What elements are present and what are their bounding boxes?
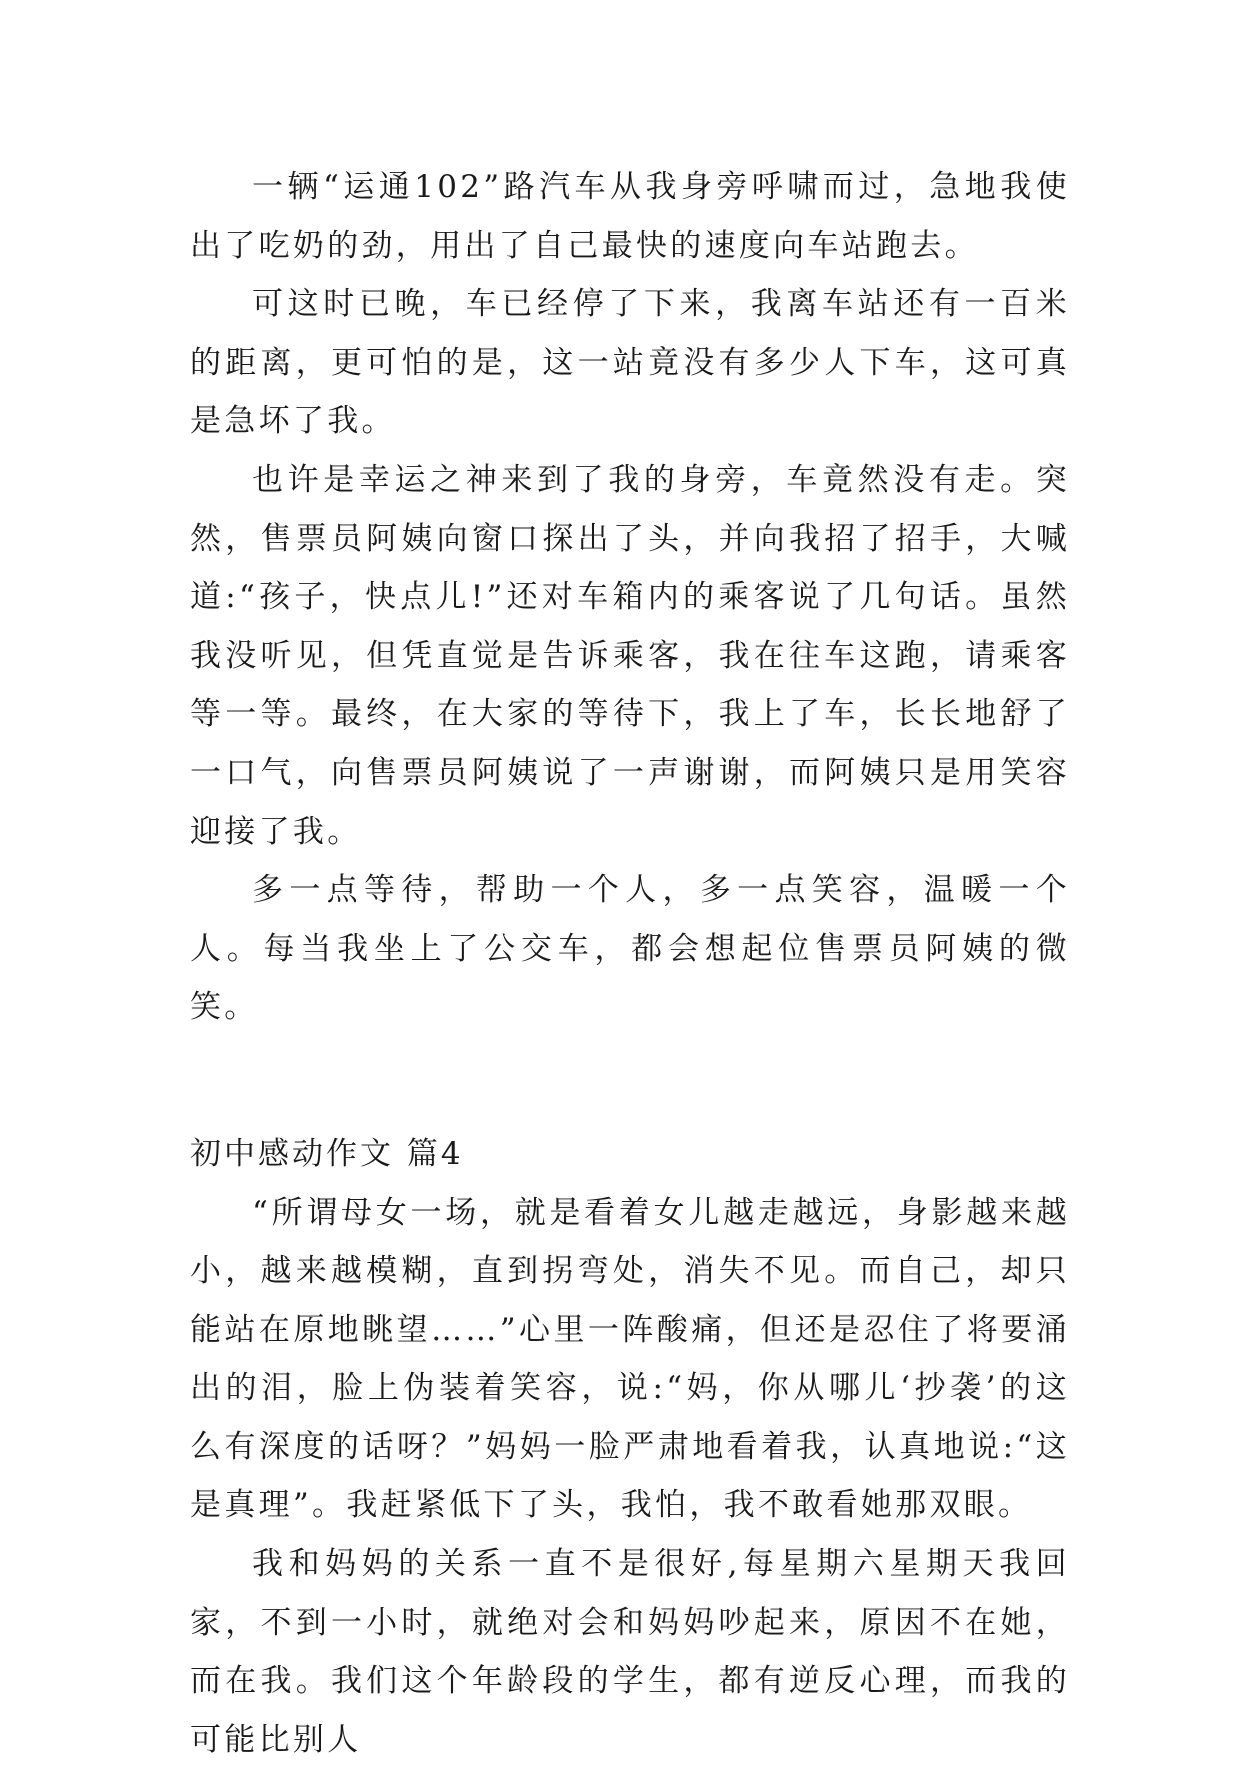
paragraph-mother-quote: “所谓母女一场，就是看着女儿越走越远，身影越来越小，越来越模糊，直到拐弯处，消失不见。而自己，却只能站在原地眺望……”心里一阵酸痛，但还是忍住了将要涌出的泪，脸上伪装着笑容，说:“妈，你从哪儿‘抄袭’的这么有深度的话呀？”妈妈一脸严肃地看着我，认真地说:“这是真理”。我赶紧低下了头，我怕，我不敢看她那双眼。 [190, 1194, 1070, 1524]
paragraph-bus-stopped: 可这时已晚，车已经停了下来，我离车站还有一百米的距离，更可怕的是，这一站竟没有多少人下车，这可真是急坏了我。 [190, 286, 1070, 440]
document-body [190, 158, 1070, 1769]
paragraph-relationship: 我和妈妈的关系一直不是很好,每星期六星期天我回家，不到一小时，就绝对会和妈妈吵起来，原因不在她，而在我。我们这个年龄段的学生，都有逆反心理，而我的可能比别人 [190, 1546, 1070, 1758]
paragraph-bus-passing: 一辆“运通102”路汽车从我身旁呼啸而过，急地我使出了吃奶的劲，用出了自己最快的速度向车站跑去。 [190, 169, 1070, 264]
section-heading: 初中感动作文 篇4 [190, 1135, 464, 1172]
paragraph-conductor-waves: 也许是幸运之神来到了我的身旁，车竟然没有走。突然，售票员阿姨向窗口探出了头，并向我招了招手，大喊道:“孩子，快点儿!”还对车箱内的乘客说了几句话。虽然我没听见，但凭直觉是告诉乘客，我在往车这跑，请乘客等一等。最终，在大家的等待下，我上了车，长长地舒了一口气，向售票员阿姨说了一声谢谢，而阿姨只是用笑容迎接了我。 [190, 461, 1070, 850]
paragraph-reflection: 多一点等待，帮助一个人，多一点笑容，温暖一个人。每当我坐上了公交车，都会想起位售票员阿姨的微笑。 [190, 872, 1070, 1026]
